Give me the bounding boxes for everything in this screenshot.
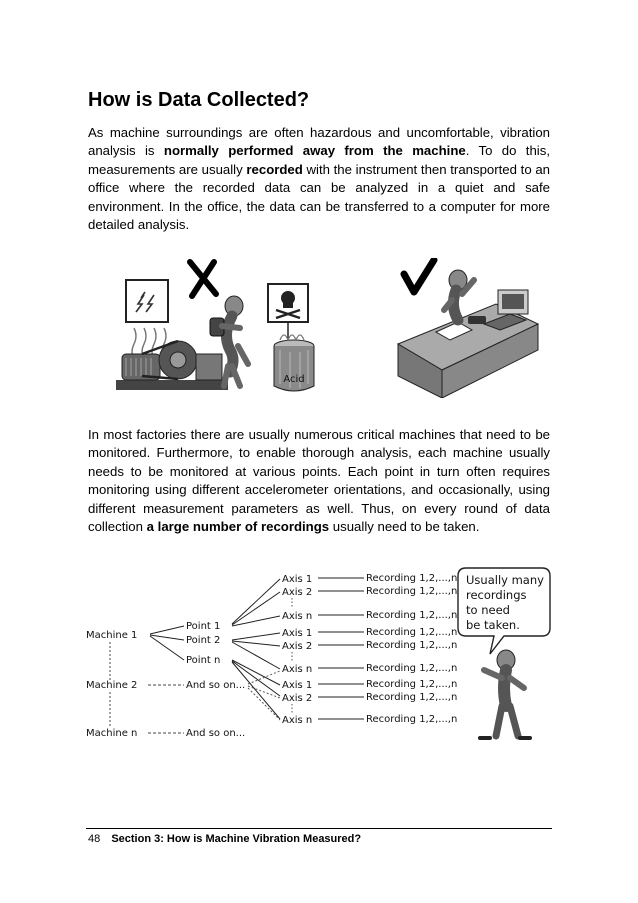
acid-barrel (274, 335, 314, 391)
node-machine-2: Machine 2 (86, 680, 138, 691)
recording-label: Recording 1,2,...,n (366, 714, 458, 725)
cross-mark-icon (190, 262, 216, 296)
page-heading: How is Data Collected? (88, 89, 310, 111)
page-footer (88, 833, 361, 845)
axis-n-label: Axis n (282, 664, 313, 675)
machine-2-and-so-on: And so on... (186, 680, 246, 691)
diagram-recording-hierarchy (86, 562, 554, 744)
machine-n-and-so-on: And so on... (186, 728, 246, 739)
axis-1-label: Axis 1 (282, 680, 313, 691)
node-point-1: Point 1 (186, 621, 221, 632)
recording-label: Recording 1,2,...,n (366, 692, 458, 703)
check-mark-icon (404, 260, 434, 292)
node-point-n: Point n (186, 655, 221, 666)
bubble-line-4: be taken. (466, 618, 520, 632)
bubble-line-3: to need (466, 603, 510, 617)
heat-sign (126, 280, 168, 322)
office-scene (398, 260, 538, 398)
paragraph-recordings: In most factories there are usually numerous critical machines that need to be monitored. Furthermore, to enable thorough analysis, each machine usually needs to be monitored at various points. Each point in turn often requires monitoring using different accelerometer orientations, and occasionally, using different measurement parameters as well. Thus, on every round of data collection a large number of recordings usually need to be taken. (88, 427, 550, 535)
recording-label: Recording 1,2,...,n (366, 663, 458, 674)
node-point-2: Point 2 (186, 635, 221, 646)
bubble-line-1: Usually many (466, 573, 544, 587)
footer-rule (86, 828, 552, 829)
axis-1-label: Axis 1 (282, 574, 313, 585)
acid-label: Acid (283, 374, 305, 385)
axis-n-label: Axis n (282, 611, 313, 622)
page-number: 48 (88, 833, 101, 845)
node-machine-n: Machine n (86, 728, 138, 739)
node-machine-1: Machine 1 (86, 630, 138, 641)
section-title: Section 3: How is Machine Vibration Measured? (111, 833, 362, 845)
recording-label: Recording 1,2,...,n (366, 627, 458, 638)
axis-2-label: Axis 2 (282, 693, 313, 704)
recording-label: Recording 1,2,...,n (366, 573, 458, 584)
axis-1-label: Axis 1 (282, 628, 313, 639)
figure-machine-vs-office (108, 258, 540, 398)
axis-2-label: Axis 2 (282, 587, 313, 598)
recording-label: Recording 1,2,...,n (366, 679, 458, 690)
speech-bubble (458, 568, 550, 654)
presenter-figure (480, 650, 530, 738)
recording-label: Recording 1,2,...,n (366, 610, 458, 621)
bubble-line-2: recordings (466, 588, 527, 602)
recording-label: Recording 1,2,...,n (366, 586, 458, 597)
hazard-scene (116, 262, 314, 391)
recording-label: Recording 1,2,...,n (366, 640, 458, 651)
paragraph-data-collection: As machine surroundings are often hazardous and uncomfortable, vibration analysis is normally performed away from the machine. To do this, measurements are usually recorded with the instrument then transported to an office where the recorded data can be analyzed in a quiet and safe environment. In the office, the data can be transferred to a computer for more detailed analysis. (88, 125, 550, 233)
axis-n-label: Axis n (282, 715, 313, 726)
axis-2-label: Axis 2 (282, 641, 313, 652)
